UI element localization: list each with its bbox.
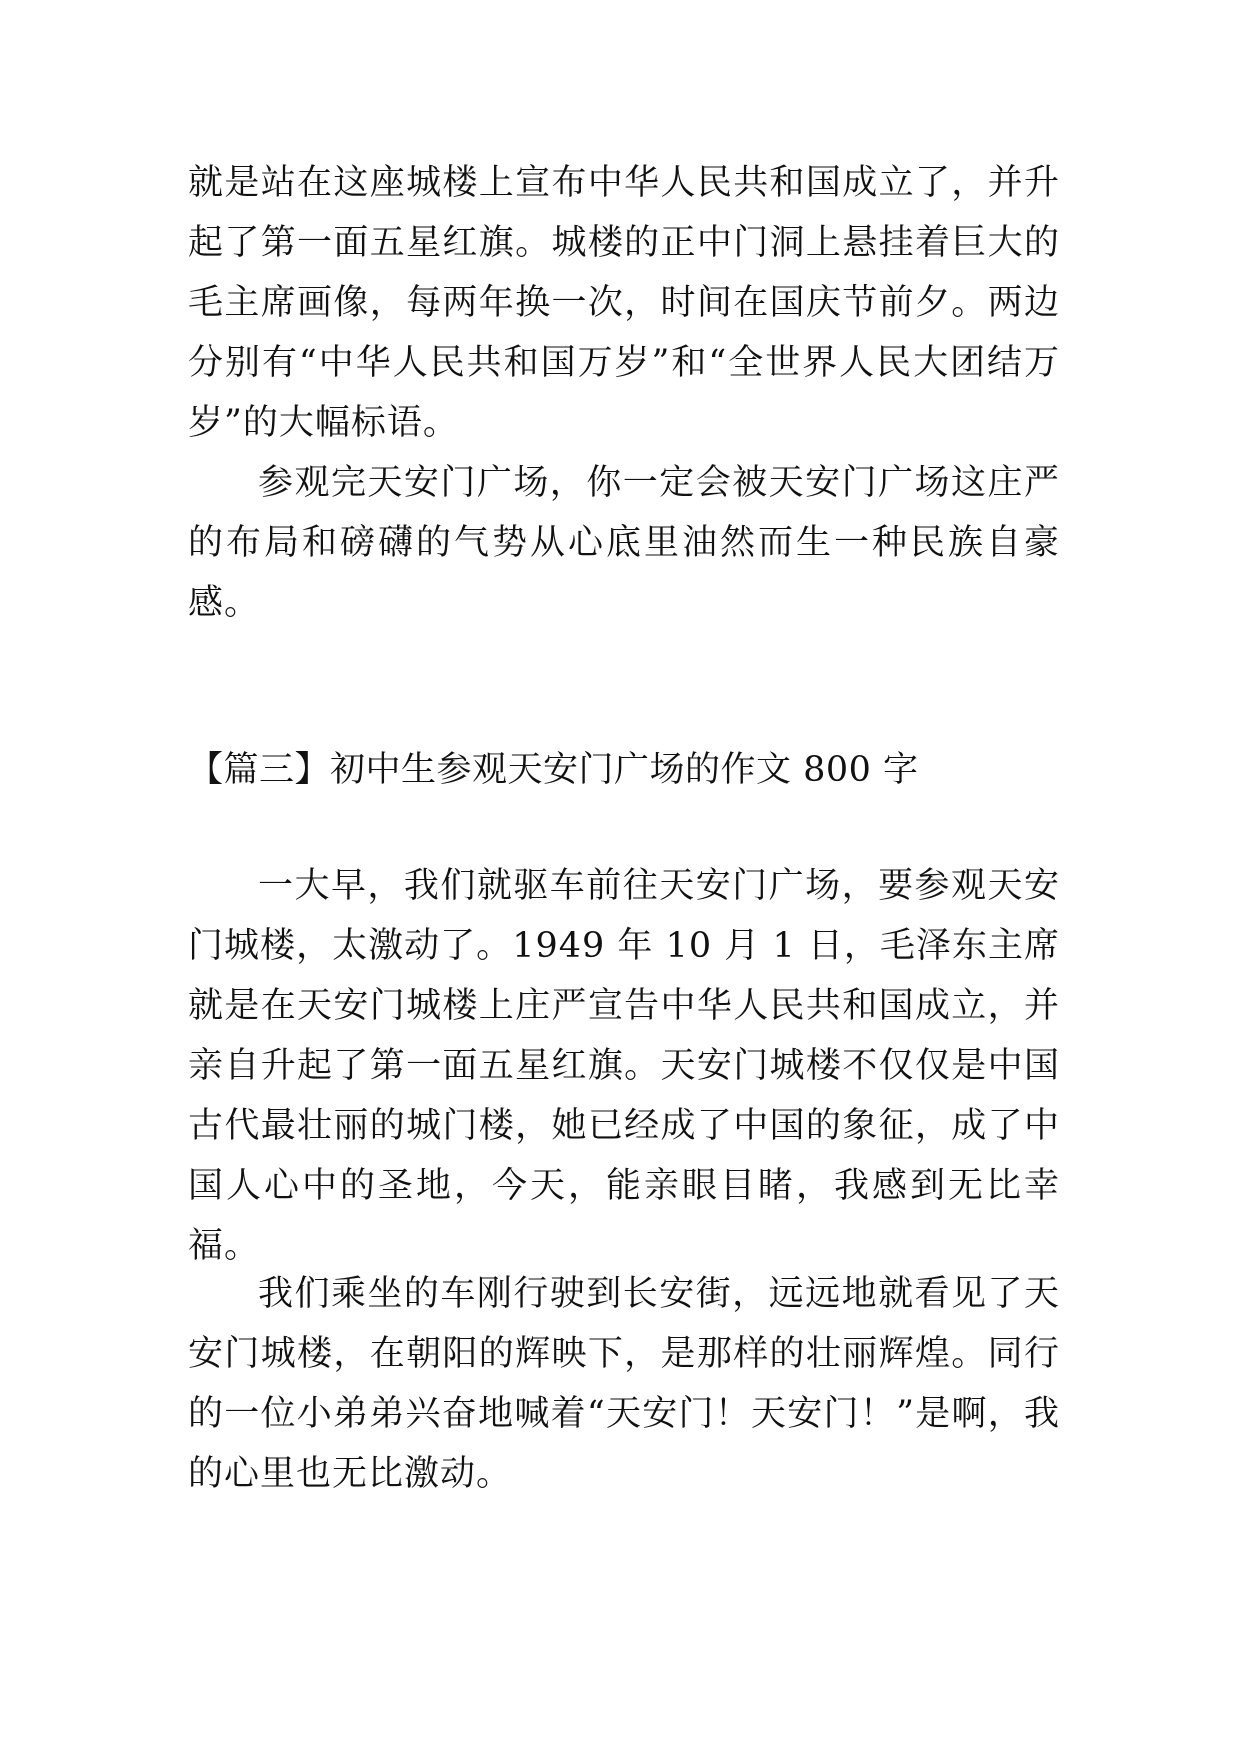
section-paragraph-1: 一大早，我们就驱车前往天安门广场，要参观天安门城楼，太激动了。1949 年 10 月 1 日，毛泽东主席就是在天安门城楼上庄严宣告中华人民共和国成立，并亲自升起了第一面五星红旗。天安门城楼不仅仅是中国古代最壮丽的城门楼，她已经成了中国的象征，成了中国人心中的圣地，今天，能亲眼目睹，我感到无比幸福。 — [188, 866, 1060, 1266]
section-paragraph-2: 我们乘坐的车刚行驶到长安街，远远地就看见了天安门城楼，在朝阳的辉映下，是那样的壮丽辉煌。同行的一位小弟弟兴奋地喊着“天安门！天安门！”是啊，我的心里也无比激动。 — [188, 1274, 1060, 1494]
section-heading: 【篇三】初中生参观天安门广场的作文 800 字 — [188, 750, 919, 790]
paragraph-conclusion: 参观完天安门广场，你一定会被天安门广场这庄严的布局和磅礴的气势从心底里油然而生一种民族自豪感。 — [188, 463, 1060, 623]
paragraph-continued: 就是站在这座城楼上宣布中华人民共和国成立了，并升起了第一面五星红旗。城楼的正中门洞上悬挂着巨大的毛主席画像，每两年换一次，时间在国庆节前夕。两边分别有“中华人民共和国万岁”和“全世界人民大团结万岁”的大幅标语。 — [188, 163, 1060, 443]
